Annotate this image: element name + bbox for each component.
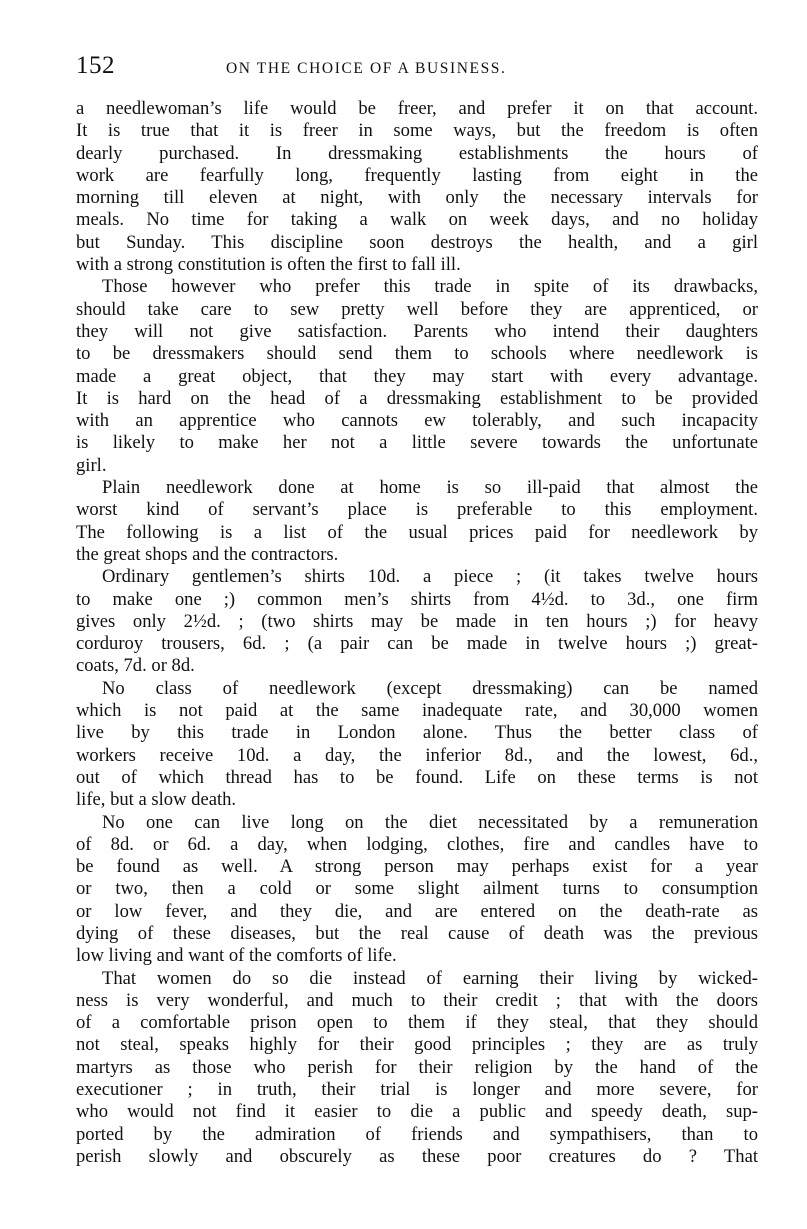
text-line: The following is a list of the usual prices paid for needlework by <box>76 521 758 543</box>
text-line: with an apprentice who cannots ew tolerably, and such incapacity <box>76 410 758 432</box>
text-line: be found as well. A strong person may perhaps exist for a year <box>76 856 758 878</box>
text-line: the great shops and the contractors. <box>76 543 339 565</box>
text-line: executioner ; in truth, their trial is longer and more severe, for <box>76 1079 758 1101</box>
text-line: of 8d. or 6d. a day, when lodging, clothes, fire and candles have to <box>76 833 758 855</box>
text-line: gives only 2½d. ; (two shirts may be made in ten hours ;) for heavy <box>76 610 758 632</box>
text-line: perish slowly and obscurely as these poor creatures do ? That <box>76 1145 758 1167</box>
text-line: but Sunday. This discipline soon destroys the health, and a girl <box>76 231 758 253</box>
text-line: work are fearfully long, frequently lasting from eight in the <box>76 164 758 186</box>
text-line: No one can live long on the diet necessitated by a remuneration <box>102 811 758 833</box>
text-line: out of which thread has to be found. Life on these terms is not <box>76 766 758 788</box>
page-number: 152 <box>76 52 115 79</box>
text-line: Ordinary gentlemen’s shirts 10d. a piece ; (it takes twelve hours <box>102 566 758 588</box>
text-line: to be dressmakers should send them to schools where needlework is <box>76 343 758 365</box>
text-line: corduroy trousers, 6d. ; (a pair can be made in twelve hours ;) great- <box>76 633 758 655</box>
text-line: made a great object, that they may start with every advantage. <box>76 365 758 387</box>
text-line: of a comfortable prison open to them if they steal, that they should <box>76 1012 758 1034</box>
text-line: martyrs as those who perish for their religion by the hand of the <box>76 1056 758 1078</box>
text-line: coats, 7d. or 8d. <box>76 655 195 677</box>
text-line: to make one ;) common men’s shirts from 4½d. to 3d., one firm <box>76 588 758 610</box>
text-line: dying of these diseases, but the real cause of death was the previous <box>76 922 758 944</box>
paragraph <box>76 477 758 566</box>
running-head: ON THE CHOICE OF A BUSINESS. <box>226 60 507 77</box>
text-line: or two, then a cold or some slight ailment turns to consumption <box>76 878 758 900</box>
text-line: a needlewoman’s life would be freer, and prefer it on that account. <box>76 98 758 119</box>
text-line: morning till eleven at night, with only the necessary intervals for <box>76 187 758 209</box>
text-line: which is not paid at the same inadequate rate, and 30,000 women <box>76 700 758 722</box>
text-line: they will not give satisfaction. Parents who intend their daughters <box>76 320 758 342</box>
text-line: It is true that it is freer in some ways, but the freedom is often <box>76 120 758 142</box>
text-line: Those however who prefer this trade in spite of its drawbacks, <box>102 276 758 298</box>
text-line: not steal, speaks highly for their good principles ; they are as truly <box>76 1034 758 1056</box>
paragraph <box>76 566 758 677</box>
text-line: ported by the admiration of friends and sympathisers, than to <box>76 1123 758 1145</box>
text-line: No class of needlework (except dressmaking) can be named <box>102 677 758 699</box>
paragraph <box>76 678 758 812</box>
paragraph <box>76 968 758 1169</box>
text-line: workers receive 10d. a day, the inferior 8d., and the lowest, 6d., <box>76 744 758 766</box>
text-line: girl. <box>76 454 107 476</box>
paragraph <box>76 276 758 477</box>
text-line: live by this trade in London alone. Thus the better class of <box>76 722 758 744</box>
text-line: who would not find it easier to die a public and speedy death, sup- <box>76 1101 758 1123</box>
text-line: should take care to sew pretty well before they are apprenticed, or <box>76 298 758 320</box>
text-line: It is hard on the head of a dressmaking establishment to be provided <box>76 387 758 409</box>
paragraph <box>76 812 758 968</box>
text-line: meals. No time for taking a walk on week days, and no holiday <box>76 209 758 231</box>
body-text <box>76 98 758 1168</box>
text-line: life, but a slow death. <box>76 789 237 811</box>
text-line: or low fever, and they die, and are entered on the death-rate as <box>76 900 758 922</box>
text-line: Plain needlework done at home is so ill-paid that almost the <box>102 477 758 499</box>
text-line: with a strong constitution is often the first to fall ill. <box>76 254 461 276</box>
page-header <box>76 52 758 88</box>
text-line: ness is very wonderful, and much to their credit ; that with the doors <box>76 989 758 1011</box>
text-line: That women do so die instead of earning their living by wicked- <box>102 967 758 989</box>
text-line: is likely to make her not a little severe towards the unfortunate <box>76 432 758 454</box>
paragraph <box>76 98 758 276</box>
text-line: low living and want of the comforts of life. <box>76 945 397 967</box>
text-line: worst kind of servant’s place is preferable to this employment. <box>76 499 758 521</box>
text-line: dearly purchased. In dressmaking establishments the hours of <box>76 142 758 164</box>
